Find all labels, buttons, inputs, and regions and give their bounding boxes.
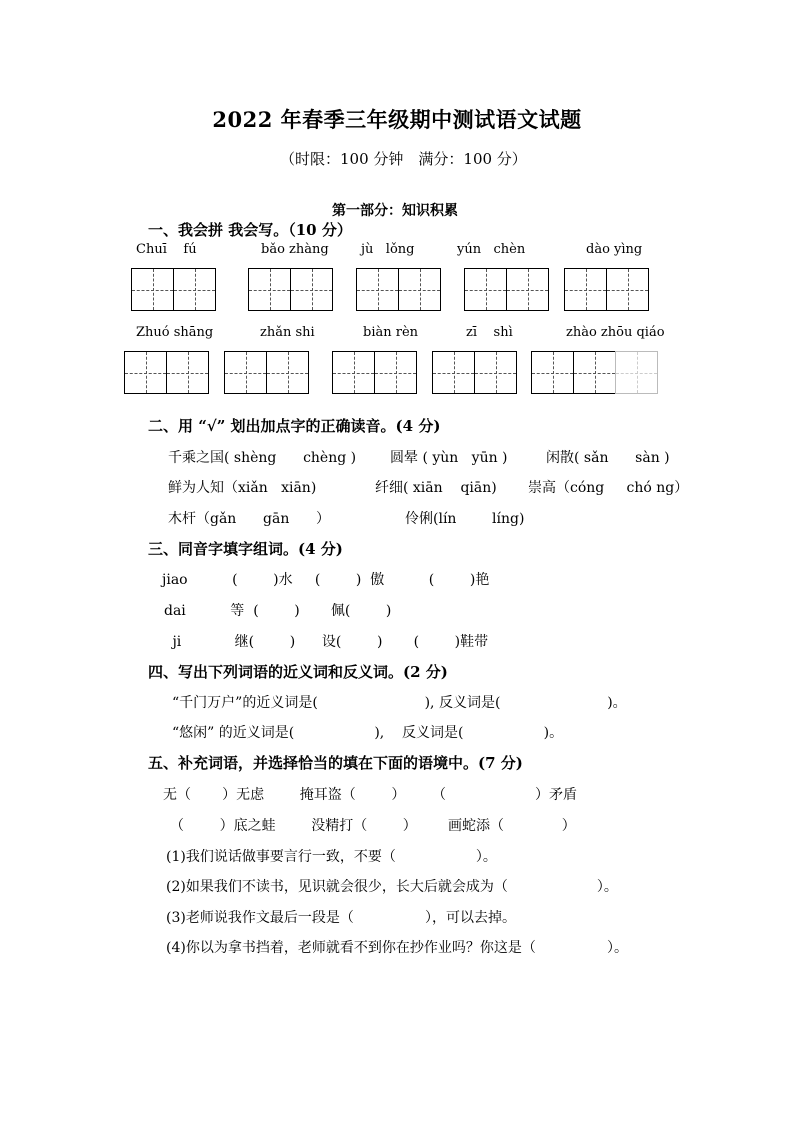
context-sentence: (1)我们说话做事要言行一致，不要（ ）。 [166, 849, 497, 865]
reading-item: 纤细( xiān qiān) [375, 480, 497, 496]
grid-cell[interactable] [374, 351, 417, 394]
context-sentence: (3)老师说我作文最后一段是（ ），可以去掉。 [166, 910, 517, 926]
pinyin-label: zhǎn shi [260, 325, 315, 340]
grid-cell[interactable] [531, 351, 574, 394]
writing-grid[interactable] [464, 268, 548, 311]
pinyin-label: zī shì [466, 325, 513, 340]
pinyin-label: yún chèn [457, 242, 526, 257]
grid-cell[interactable] [266, 351, 309, 394]
grid-cell[interactable] [615, 351, 658, 394]
grid-cell[interactable] [356, 268, 399, 311]
grid-cell[interactable] [464, 268, 507, 311]
reading-item: 闲散( sǎn sàn ) [546, 450, 670, 466]
reading-item: 伶俐(lín líng) [405, 511, 525, 527]
pinyin-label: biàn rèn [363, 325, 419, 340]
section-2-heading: 二、用 “√” 划出加点字的正确读音。(4 分) [148, 417, 441, 435]
pinyin-label: jù lǒng [361, 242, 415, 257]
grid-cell[interactable] [573, 351, 616, 394]
writing-grid[interactable] [356, 268, 440, 311]
section-1-heading: 一、我会拼 我会写。（10 分） [148, 221, 352, 239]
synonym-line: “悠闲” 的近义词是( ), 反义词是( )。 [172, 725, 564, 741]
context-sentence: (4)你以为拿书挡着，老师就看不到你在抄作业吗？你这是（ ）。 [166, 940, 629, 956]
pinyin-label: dào yìng [586, 242, 643, 257]
writing-grid[interactable] [432, 351, 516, 394]
grid-cell[interactable] [332, 351, 375, 394]
writing-grid[interactable] [332, 351, 416, 394]
grid-cell[interactable] [564, 268, 607, 311]
writing-grid[interactable] [131, 268, 215, 311]
grid-cell[interactable] [606, 268, 649, 311]
grid-cell[interactable] [290, 268, 333, 311]
reading-item: 崇高（cóng chó ng） [528, 480, 689, 496]
part-heading: 第一部分：知识积累 [332, 203, 458, 219]
section-5-heading: 五、补充词语，并选择恰当的填在下面的语境中。(7 分) [148, 754, 523, 772]
homophone-line: jiao ( )水 ( ) 傲 ( )艳 [162, 572, 490, 588]
writing-grid[interactable] [531, 351, 657, 394]
writing-grid[interactable] [224, 351, 308, 394]
writing-grid[interactable] [124, 351, 208, 394]
grid-cell[interactable] [506, 268, 549, 311]
exam-info: （时限：100 分钟 满分：100 分） [280, 150, 527, 168]
grid-cell[interactable] [131, 268, 174, 311]
grid-cell[interactable] [224, 351, 267, 394]
homophone-line: dai 等 ( ) 佩( ) [164, 603, 392, 619]
homophone-line: ji 继( ) 设( ) ( )鞋带 [168, 634, 489, 650]
grid-cell[interactable] [173, 268, 216, 311]
reading-item: 千乘之国( shèng chèng ) [168, 450, 357, 466]
grid-cell[interactable] [124, 351, 167, 394]
grid-cell[interactable] [166, 351, 209, 394]
idiom-line: 无（ ）无虑 掩耳盗（ ） （ ）矛盾 [163, 787, 578, 803]
pinyin-label: bǎo zhàng [261, 242, 329, 257]
grid-cell[interactable] [432, 351, 475, 394]
page-title: 2022 年春季三年级期中测试语文试题 [212, 107, 582, 132]
reading-item: 木杆（gǎn gān ） [168, 511, 331, 527]
pinyin-label: Chuī fú [136, 242, 197, 257]
section-4-heading: 四、写出下列词语的近义词和反义词。(2 分) [148, 663, 448, 681]
grid-cell[interactable] [398, 268, 441, 311]
synonym-line: “千门万户”的近义词是( ), 反义词是( )。 [172, 695, 627, 711]
idiom-line: （ ）底之蛙 没精打（ ） 画蛇添（ ） [170, 818, 576, 834]
reading-item: 圆晕 ( yùn yūn ) [390, 450, 508, 466]
grid-cell[interactable] [474, 351, 517, 394]
pinyin-label: Zhuó shāng [136, 325, 214, 340]
writing-grid[interactable] [248, 268, 332, 311]
reading-item: 鲜为人知（xiǎn xiān) [168, 480, 317, 496]
section-3-heading: 三、同音字填字组词。(4 分) [148, 540, 343, 558]
pinyin-label: zhào zhōu qiáo [566, 325, 665, 340]
grid-cell[interactable] [248, 268, 291, 311]
context-sentence: (2)如果我们不读书，见识就会很少，长大后就会成为（ ）。 [166, 879, 618, 895]
writing-grid[interactable] [564, 268, 648, 311]
